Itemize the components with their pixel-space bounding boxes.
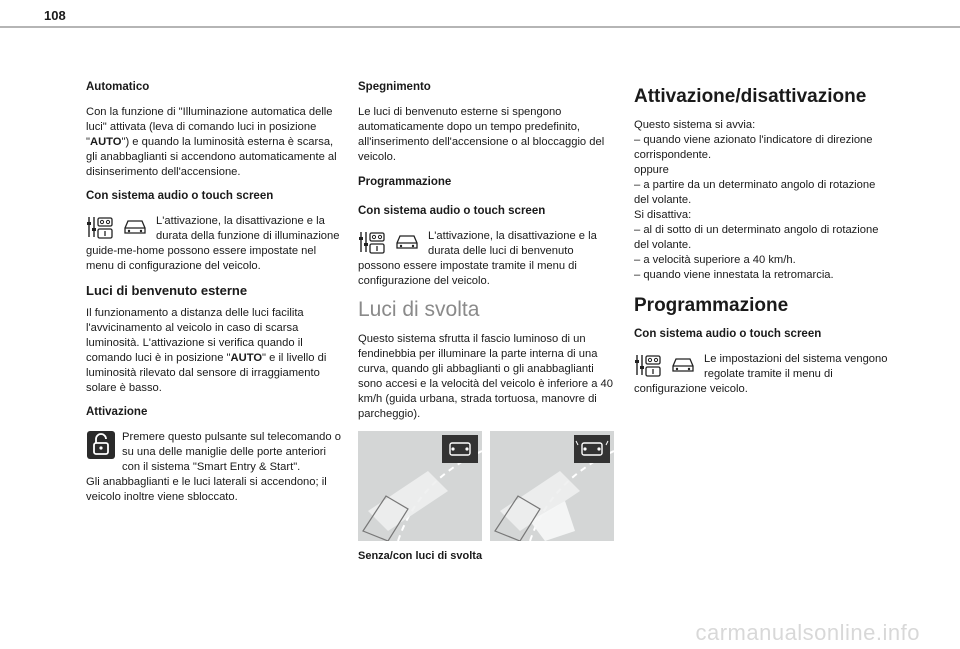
- condition-list: [634, 118, 892, 283]
- heading-attivazione-disattivazione: Attivazione/disattivazione: [634, 86, 867, 107]
- heading-programmazione: Programmazione: [634, 295, 789, 316]
- paragraph-attivazione-2: Gli anabbaglianti e le luci laterali si accendono; il veicolo inoltre viene sbloccato.: [86, 476, 327, 503]
- illustration-with-cornering-light: [490, 431, 614, 541]
- audio-system-icon: [634, 353, 664, 379]
- column-2: [358, 80, 616, 564]
- illustration-without-cornering-light: [358, 431, 482, 541]
- illustration-caption: Senza/con luci di svolta: [358, 550, 483, 562]
- list-line: – a velocità superiore a 40 km/h.: [634, 254, 796, 266]
- icon-group: [86, 215, 148, 241]
- lock-icon-wrap: [86, 430, 116, 465]
- icon-paragraph: [86, 430, 344, 475]
- car-settings-icon: [122, 215, 148, 237]
- icon-group: [358, 230, 420, 256]
- audio-system-icon: [358, 230, 388, 256]
- car-cornering-light-illustration: [490, 431, 614, 541]
- auto-label: AUTO: [230, 352, 263, 364]
- paragraph-automatico: [86, 105, 344, 180]
- car-settings-icon: [670, 353, 696, 375]
- watermark: carmanualsonline.info: [695, 620, 920, 645]
- icon-paragraph: [634, 352, 892, 397]
- heading-sistema-audio: Con sistema audio o touch screen: [86, 190, 274, 202]
- paragraph-sistema: L'attivazione, la disattivazione e la durata della funzione di illuminazione guide-me-home possono essere impostate nel menu di configurazione del veicolo.: [86, 215, 340, 272]
- audio-system-icon: [86, 215, 116, 241]
- list-line: – quando viene azionato l'indicatore di direzione corrispondente.: [634, 134, 873, 161]
- list-line: – al di sotto di un determinato angolo di rotazione del volante.: [634, 224, 879, 251]
- list-line: Si disattiva:: [634, 209, 692, 221]
- paragraph-spegnimento: Le luci di benvenuto esterne si spengono automaticamente dopo un tempo predefinito, all'inserimento dell'accensione o al bloccaggio del veicolo.: [358, 106, 605, 163]
- heading-sistema-audio: Con sistema audio o touch screen: [358, 205, 546, 217]
- header-rule: [0, 26, 960, 28]
- icon-paragraph: [86, 214, 344, 274]
- illustration-row: [358, 431, 616, 541]
- text-span: ") e quando la luminosità esterna è scarsa, gli anabbaglianti si accendono automaticamente al disinserimento dell'accensione.: [86, 136, 337, 178]
- car-headlight-illustration: [358, 431, 482, 541]
- list-line: oppure: [634, 164, 669, 176]
- list-line: – quando viene innestata la retromarcia.: [634, 269, 834, 281]
- list-line: – a partire da un determinato angolo di rotazione del volante.: [634, 179, 876, 206]
- column-3: [634, 80, 892, 406]
- paragraph-attivazione-1: Premere questo pulsante sul telecomando o su una delle maniglie delle porte anteriori con il sistema "Smart Entry & Start".: [122, 431, 341, 473]
- paragraph-benvenuto: [86, 306, 344, 396]
- heading-sistema-audio: Con sistema audio o touch screen: [634, 328, 822, 340]
- column-1: [86, 80, 344, 514]
- text-span: " e il livello di luminosità rilevato dal sensore di irraggiamento solare è basso.: [86, 352, 327, 394]
- paragraph-sistema: Le impostazioni del sistema vengono regolate tramite il menu di configurazione veicolo.: [634, 353, 888, 395]
- heading-programmazione: Programmazione: [358, 176, 452, 188]
- text-span: Con la funzione di "Illuminazione automatica delle luci" attivata (leva di comando luci in posizione ": [86, 106, 333, 148]
- list-line: Questo sistema si avvia:: [634, 119, 756, 131]
- icon-group: [634, 353, 696, 379]
- heading-benvenuto: Luci di benvenuto esterne: [86, 283, 248, 298]
- paragraph-sistema: L'attivazione, la disattivazione e la durata delle luci di benvenuto possono essere impostate tramite il menu di configurazione del veicolo.: [358, 230, 597, 287]
- heading-attivazione: Attivazione: [86, 406, 148, 418]
- page-number: 108: [44, 8, 66, 23]
- remote-lock-icon: [86, 430, 116, 460]
- heading-spegnimento: Spegnimento: [358, 81, 431, 93]
- heading-luci-svolta: Luci di svolta: [358, 298, 480, 321]
- auto-label: AUTO: [89, 136, 122, 148]
- heading-automatico: Automatico: [86, 81, 150, 93]
- icon-paragraph: [358, 229, 616, 289]
- car-settings-icon: [394, 230, 420, 252]
- paragraph-svolta: Questo sistema sfrutta il fascio luminoso di un fendinebbia per illuminare la parte interna di una curva, quando gli abbaglianti o gli anabbaglianti sono accesi e la velocità del veicolo è inferiore a 40 km/h (guida urbana, strada tortuosa, manovre di parcheggio).: [358, 333, 613, 420]
- text-span: Il funzionamento a distanza delle luci facilita l'avvicinamento al veicolo in caso di scarsa luminosità. L'attivazione si verifica quando il comando luci è in posizione ": [86, 307, 304, 364]
